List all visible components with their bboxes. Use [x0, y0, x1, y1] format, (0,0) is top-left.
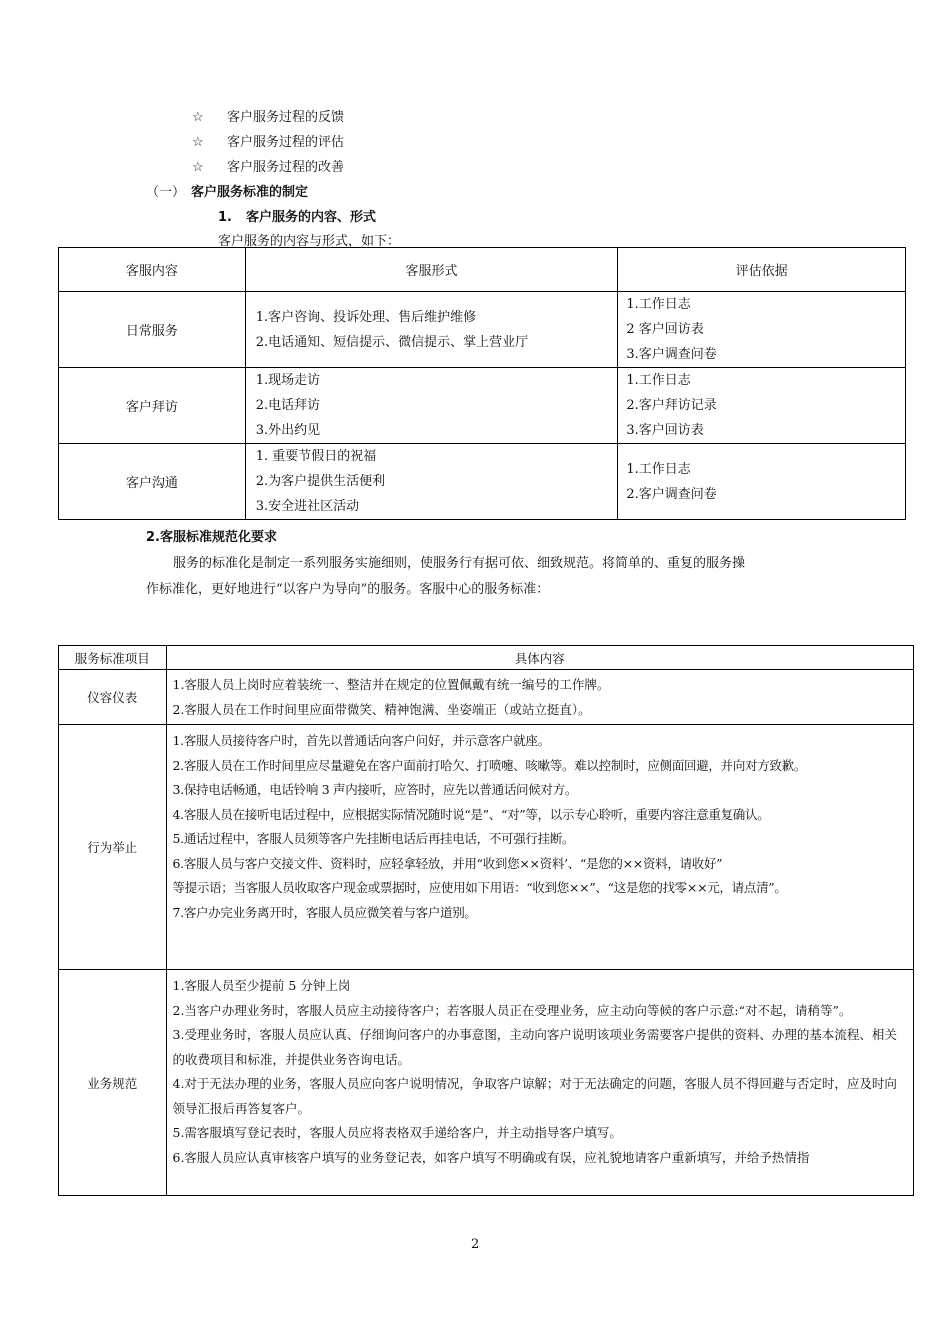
table-header: 服务标准项目 — [59, 646, 167, 670]
content-line: 3.受理业务时，客服人员应认真、仔细询问客户的办事意图，主动向客户说明该项业务需要客户提供的资料、办理的基本流程、相关的收费项目和标准，并提供业务咨询电话。 — [172, 1027, 897, 1067]
row-content — [166, 970, 914, 1196]
content-line: 1.客服人员至少提前 5 分钟上岗 — [172, 978, 351, 993]
basis-item: 2 客户回访表 — [626, 322, 704, 337]
content-line: 3.保持电话畅通，电话铃响 3 声内接听，应答时，应先以普通话问候对方。 — [172, 782, 578, 797]
content-line: 4.客服人员在接听电话过程中，应根据实际情况随时说“是”、“对”等，以示专心聆听，重要内容注意重复确认。 — [172, 806, 770, 822]
section-marker: （一） — [146, 185, 186, 200]
row-content — [166, 670, 914, 725]
subsection-title: 客户服务的内容、形式 — [245, 210, 376, 225]
row-content — [166, 725, 914, 970]
basis-item: 2.客户拜访记录 — [626, 398, 717, 413]
table-row — [59, 292, 906, 368]
table-header: 客服形式 — [245, 248, 618, 292]
form-item: 2.电话通知、短信提示、微信提示、掌上营业厅 — [255, 334, 529, 350]
form-item: 1. 重要节假日的祝福 — [255, 449, 377, 464]
basis-item: 2.客户调查问卷 — [626, 486, 717, 502]
row-category: 客户沟通 — [59, 444, 246, 520]
content-line: 2.客服人员在工作时间里应尽量避免在客户面前打哈欠、打喷嚏、咳嗽等。难以控制时，应侧面回避，并向对方致歉。 — [172, 757, 807, 773]
row-basis — [618, 292, 906, 368]
star-icon: ☆ — [192, 110, 204, 125]
basis-item: 3.客户调查问卷 — [626, 347, 717, 362]
row-category: 业务规范 — [59, 970, 167, 1196]
page-number: 2 — [471, 1237, 480, 1252]
content-line: 1.客服人员接待客户时，首先以普通话向客户问好，并示意客户就座。 — [172, 733, 550, 748]
section2-paragraph-line2: 作标准化，更好地进行“以客户为导向”的服务。客服中心的服务标准： — [146, 582, 550, 597]
content-line: 2.客服人员在工作时间里应面带微笑、精神饱满、坐姿端正（或站立挺直）。 — [172, 701, 591, 717]
content-line: 7.客户办完业务离开时，客服人员应微笑着与客户道别。 — [172, 904, 477, 920]
table1-lead: 客户服务的内容与形式，如下： — [218, 234, 401, 249]
service-content-table — [58, 247, 906, 520]
subsection-heading — [218, 206, 376, 225]
table-header: 评估依据 — [618, 248, 906, 292]
table-row — [59, 444, 906, 520]
intro-bullet-2 — [192, 131, 344, 150]
form-item: 2.为客户提供生活便利 — [255, 474, 386, 489]
basis-item: 1.工作日志 — [626, 373, 691, 388]
table-row — [59, 368, 906, 444]
star-icon: ☆ — [192, 160, 204, 175]
service-standard-table — [58, 645, 914, 1196]
bullet-text: 客户服务过程的反馈 — [227, 110, 345, 125]
section2-heading: 2.客服标准规范化要求 — [146, 530, 277, 545]
table-header: 具体内容 — [166, 646, 914, 670]
content-line: 等提示语；当客服人员收取客户现金或票据时，应使用如下用语：“收到您××”、“这是您的找零××元，请点清”。 — [172, 880, 787, 895]
basis-item: 1.工作日志 — [626, 297, 691, 312]
form-item: 1.现场走访 — [255, 373, 321, 388]
section2-paragraph-line1: 服务的标准化是制定一系列服务实施细则，使服务行有据可依、细致规范。将简单的、重复的服务操 — [173, 556, 746, 571]
form-item: 3.外出约见 — [255, 423, 321, 438]
intro-bullet-1 — [192, 106, 344, 125]
basis-item: 3.客户回访表 — [626, 423, 704, 438]
bullet-text: 客户服务过程的评估 — [227, 135, 345, 150]
form-item: 2.电话拜访 — [255, 398, 321, 413]
row-category: 行为举止 — [59, 725, 167, 970]
row-basis — [618, 444, 906, 520]
content-line: 6.客服人员与客户交接文件、资料时，应轻拿轻放，并用“收到您××资料’、“是您的××资料，请收好” — [172, 855, 723, 871]
content-line: 5.需客服填写登记表时，客服人员应将表格双手递给客户，并主动指导客户填写。 — [172, 1125, 622, 1140]
content-line: 5.通话过程中，客服人员须等客户先挂断电话后再挂电话，不可强行挂断。 — [172, 831, 575, 846]
row-forms — [245, 292, 618, 368]
row-forms — [245, 368, 618, 444]
row-category: 仪容仪表 — [59, 670, 167, 725]
content-line: 1.客服人员上岗时应着装统一、整洁并在规定的位置佩戴有统一编号的工作牌。 — [172, 677, 610, 692]
row-category: 日常服务 — [59, 292, 246, 368]
table-row — [59, 725, 914, 970]
subsection-number: 1. — [218, 210, 232, 225]
row-forms — [245, 444, 618, 520]
table-row — [59, 970, 914, 1196]
row-basis — [618, 368, 906, 444]
basis-item: 1.工作日志 — [626, 461, 691, 477]
table-header-row — [59, 646, 914, 670]
star-icon: ☆ — [192, 135, 204, 150]
table-row — [59, 670, 914, 725]
table-header: 客服内容 — [59, 248, 246, 292]
bullet-text: 客户服务过程的改善 — [227, 160, 345, 175]
content-line: 6.客服人员应认真审核客户填写的业务登记表，如客户填写不明确或有误，应礼貌地请客户重新填写，并给予热情指 — [172, 1149, 810, 1165]
form-item: 1.客户咨询、投诉处理、售后维护维修 — [255, 309, 477, 325]
form-item: 3.安全进社区活动 — [255, 499, 360, 514]
content-line: 2.当客户办理业务时，客服人员应主动接待客户；若客服人员正在受理业务，应主动向等候的客户示意:“对不起，请稍等”。 — [172, 1002, 852, 1018]
table-header-row — [59, 248, 906, 292]
section-title: 客户服务标准的制定 — [191, 185, 309, 200]
section1-heading — [146, 181, 308, 200]
intro-bullet-3 — [192, 156, 344, 175]
content-line: 4.对于无法办理的业务，客服人员应向客户说明情况，争取客户谅解；对于无法确定的问题，客服人员不得回避与否定时，应及时向领导汇报后再答复客户。 — [172, 1076, 897, 1116]
row-category: 客户拜访 — [59, 368, 246, 444]
